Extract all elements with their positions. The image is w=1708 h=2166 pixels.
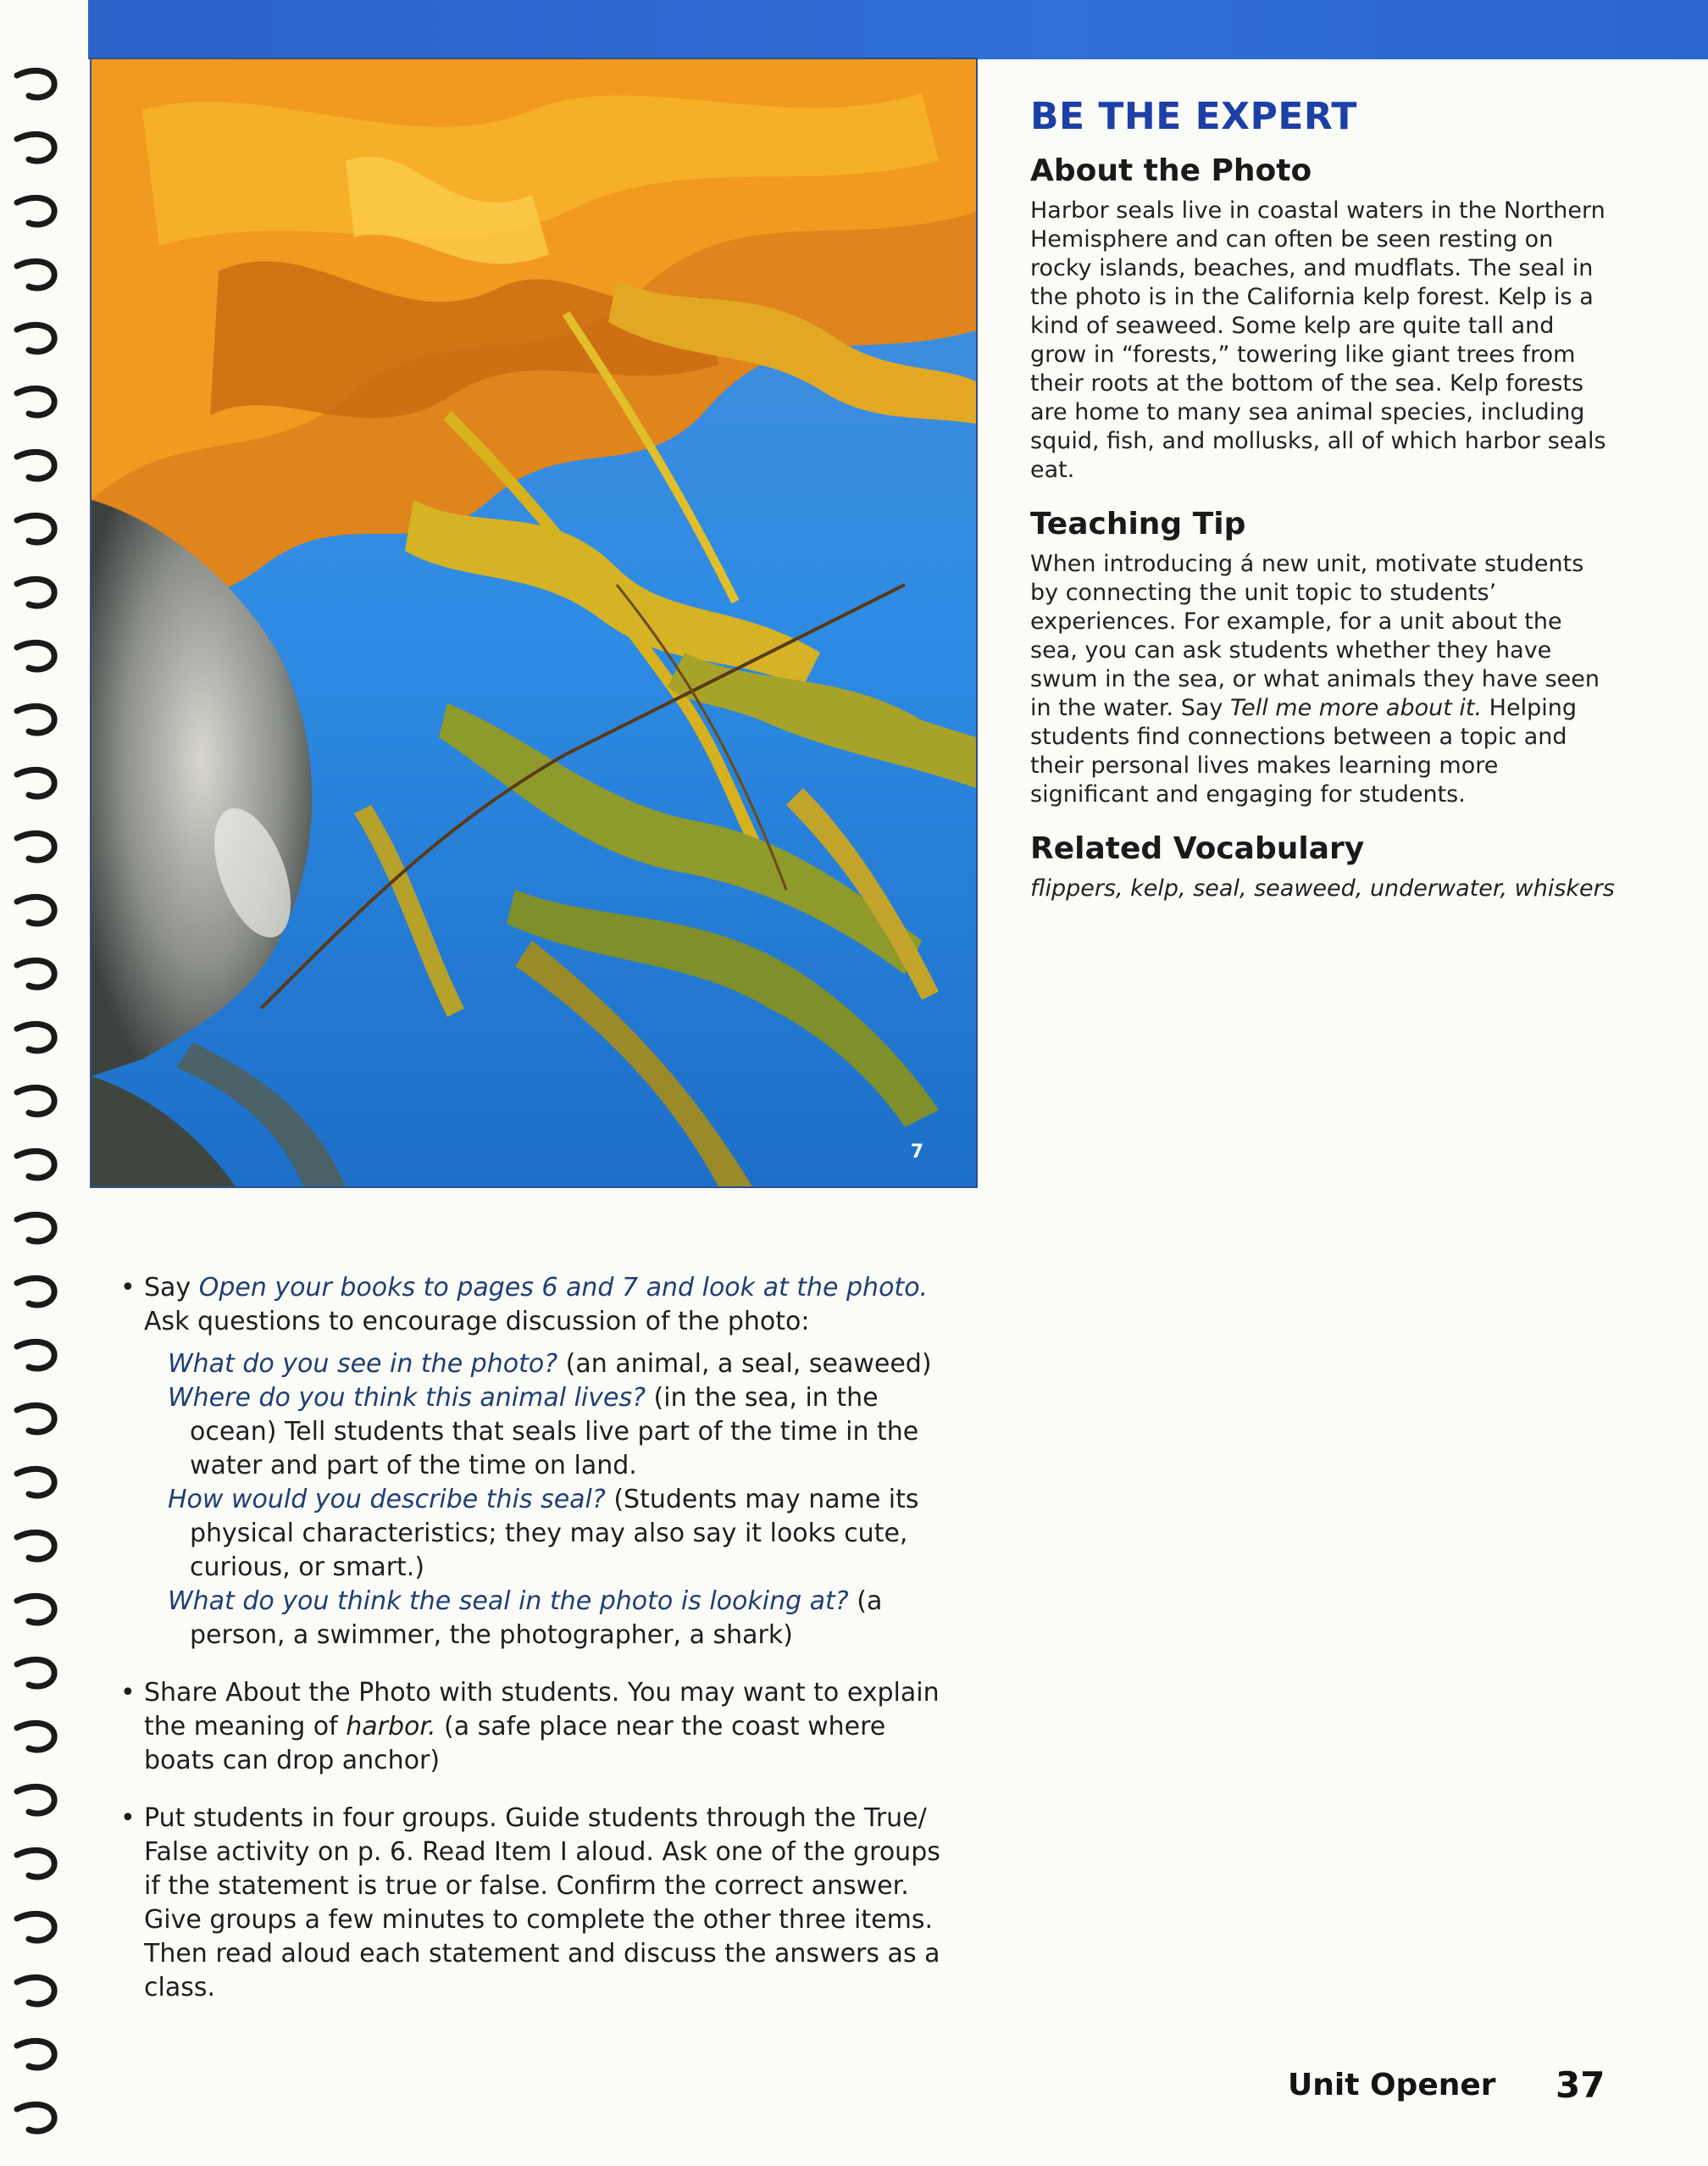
list-item [168, 1381, 959, 1483]
note-text: (a safe place near the coast where boats can drop anchor) [144, 1712, 886, 1775]
list-item [120, 1802, 959, 2005]
be-the-expert-panel [1030, 95, 1615, 903]
spiral-coil [17, 261, 54, 288]
spiral-coil [17, 134, 54, 161]
answer: (Students may name its physical characteristics; they may also say it looks cute, curious, or smart.) [190, 1485, 919, 1582]
spiral-coil [17, 769, 54, 797]
teaching-tip-heading: Teaching Tip [1030, 507, 1246, 542]
spiral-coil [17, 1151, 54, 1178]
note-text: Ask questions to encourage discussion of the photo: [144, 1307, 810, 1336]
answer: (an animal, a seal, seaweed) [557, 1349, 932, 1379]
page-number: 37 [1556, 2064, 1605, 2106]
list-item [168, 1483, 959, 1585]
question: What do you see in the photo? [168, 1349, 558, 1379]
about-the-photo-text: Harbor seals live in coastal waters in the Northern Hemisphere and can often be seen resting on rocky islands, beaches, and mudflats. The seal in the photo is in the California kelp forest. Kelp is a kind of seaweed. Some kelp are quite tall and grow in “forests,” towering like giant trees from their roots at the bottom of the sea. Kelp forests are home to many sea animal species, including squid, fish, and mollusks, all of which harbor seals eat. [1030, 197, 1606, 483]
spiral-coil [17, 579, 54, 606]
spiral-coil [17, 706, 54, 733]
spiral-coil [17, 452, 54, 479]
list-item [120, 1271, 959, 1652]
spiral-coil [17, 1977, 54, 2004]
spiral-coil [17, 1214, 54, 1241]
list-item [168, 1347, 959, 1381]
spiral-coil [17, 1596, 54, 1623]
spiral-coil [17, 642, 54, 669]
note-text: Say [144, 1273, 199, 1302]
spiral-coil [17, 960, 54, 987]
spiral-coil [17, 1405, 54, 1432]
question: What do you think the seal in the photo is looking at? [168, 1586, 849, 1616]
related-vocabulary-heading: Related Vocabulary [1030, 831, 1365, 866]
student-book-page-number: 7 [910, 1141, 923, 1163]
answer: (in the sea, in the ocean) Tell students that seals live part of the time in the water and part of the time on land. [190, 1383, 919, 1480]
teaching-tip-text-part: Helping students find connections between a topic and their personal lives makes learning more significant and engaging for students. [1030, 695, 1577, 808]
spiral-coil [17, 325, 54, 352]
spiral-coil [17, 1723, 54, 1750]
spiral-coil [17, 2041, 54, 2068]
question: Where do you think this animal lives? [168, 1383, 646, 1413]
teaching-tip-text-part: When introducing á new unit, motivate students by connecting the unit topic to students’ experiences. For example, for a unit about the sea, you can ask students whether they have swum in the sea, or what animals they have seen in the water. Say [1030, 551, 1600, 721]
spiral-coil [17, 1913, 54, 1941]
spiral-coil [17, 197, 54, 225]
spiral-coil [17, 70, 54, 97]
section-label: Unit Opener [1288, 2068, 1496, 2102]
note-text: Share About the Photo with students. You may want to explain the meaning of [144, 1678, 940, 1741]
spiral-coil [17, 1786, 54, 1813]
list-item [120, 1676, 959, 1778]
spiral-coil [17, 833, 54, 860]
spiral-coil [17, 1278, 54, 1305]
spiral-coil [17, 1087, 54, 1114]
list-item [168, 1585, 959, 1652]
discussion-questions [144, 1347, 959, 1652]
related-vocabulary-list: flippers, kelp, seal, seaweed, underwater, whiskers [1030, 875, 1615, 902]
spiral-coil [17, 1850, 54, 1877]
note-text: Put students in four groups. Guide students through the True/ False activity on p. 6. Read Item I aloud. Ask one of the groups if the statement is true or false. Confirm the correct answer. Give groups a few minutes to complete the other three items. Then read aloud each statement and discuss the answers as a class. [144, 1803, 940, 2002]
question: How would you describe this seal? [168, 1485, 606, 1514]
teaching-tip-text [1030, 550, 1615, 809]
teacher-script: Open your books to pages 6 and 7 and look at the photo. [198, 1273, 929, 1302]
be-the-expert-title: BE THE EXPERT [1030, 95, 1357, 138]
about-the-photo-heading: About the Photo [1030, 153, 1312, 188]
spiral-coil [17, 1532, 54, 1559]
spiral-coil [17, 515, 54, 542]
spiral-binding [0, 0, 78, 2166]
vocabulary-word: harbor. [346, 1712, 436, 1741]
spiral-coil [17, 1341, 54, 1369]
spiral-coil [17, 897, 54, 924]
spiral-coil [17, 2104, 54, 2131]
teaching-tip-quote: Tell me more about it. [1229, 695, 1483, 721]
top-color-band [88, 0, 1708, 59]
harbor-seal-photo [92, 59, 976, 1186]
teacher-notes [120, 1271, 959, 2025]
spiral-coil [17, 1659, 54, 1686]
kelp-forest-illustration [92, 59, 976, 1186]
spiral-coil [17, 1469, 54, 1496]
answer: (a person, a swimmer, the photographer, a shark) [190, 1586, 883, 1650]
spiral-coil [17, 1024, 54, 1051]
spiral-coil [17, 388, 54, 415]
